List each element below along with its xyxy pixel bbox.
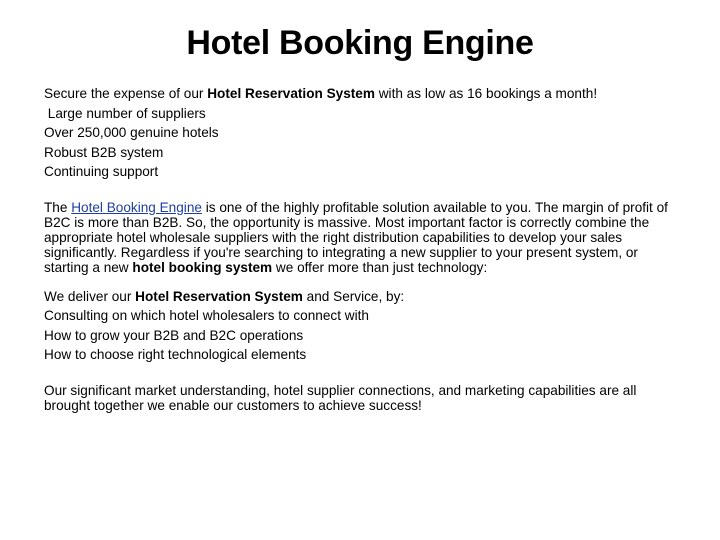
- feature-item: Robust B2B system: [44, 144, 164, 160]
- feature-item: Large number of suppliers: [44, 105, 206, 121]
- page-title: Hotel Booking Engine: [186, 24, 534, 62]
- spacer: [44, 182, 680, 200]
- description-paragraph: [44, 200, 680, 275]
- paragraph-middle: is one of the highly profitable solution available to you. The margin of profit of B2C is more than B2B. So, the opportunity is massive. Most important factor is correctly combine the appropriate hotel wholesale suppliers with the right distribution capabilities to develop your sales significantly. Regardless if you're searching to integrating a new supplier to your present system, or starting a new: [44, 199, 668, 275]
- paragraph-bold: hotel booking system: [132, 259, 273, 275]
- service-suffix: and Service, by:: [302, 288, 405, 304]
- service-item: How to grow your B2B and B2C operations: [44, 327, 304, 343]
- feature-item: Over 250,000 genuine hotels: [44, 125, 219, 140]
- service-item: Consulting on which hotel wholesalers to connect with: [44, 308, 369, 323]
- closing-paragraph: Our significant market understanding, hotel supplier connections, and marketing capabilities are all brought together we enable our customers to achieve success!: [44, 382, 637, 413]
- service-prefix: We deliver our: [44, 288, 136, 304]
- service-item: How to choose right technological elements: [44, 347, 307, 362]
- service-bold: Hotel Reservation System: [135, 288, 303, 304]
- service-line: [44, 287, 680, 307]
- intro-suffix: with as low as 16 bookings a month!: [374, 86, 598, 101]
- spacer: [44, 365, 680, 383]
- hotel-booking-engine-link[interactable]: Hotel Booking Engine: [71, 199, 202, 215]
- slide-content: [44, 84, 680, 413]
- spacer: [44, 275, 680, 287]
- feature-item: Continuing support: [44, 164, 159, 179]
- paragraph-suffix: we offer more than just technology:: [272, 259, 488, 275]
- intro-line: [44, 84, 680, 104]
- intro-bold: Hotel Reservation System: [207, 86, 375, 101]
- intro-prefix: Secure the expense of our: [44, 86, 208, 101]
- paragraph-prefix: The: [44, 199, 72, 215]
